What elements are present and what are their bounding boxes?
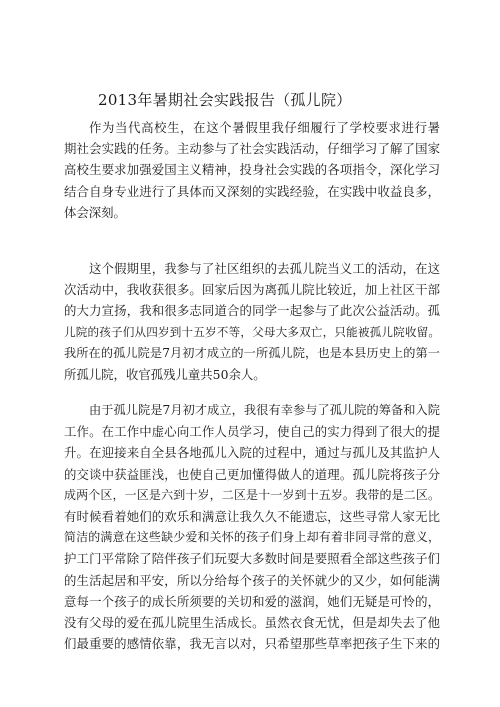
text-line: 工作。在工作中虚心向工作人员学习，使自己的实力得到了很大的提	[64, 424, 440, 440]
text-line: 们最重要的感情依靠，我无言以对，只希望那些草率把孩子生下来的	[64, 636, 440, 652]
text-line: 结合自身专业进行了具体而又深刻的实践经验，在实践中收益良多，	[64, 183, 440, 199]
paragraph-1	[64, 117, 440, 223]
text-line: 这个假期里，我参与了社区组织的去孤儿院当义工的活动，在这	[89, 261, 440, 276]
text-line: 体会深刻。	[64, 204, 126, 220]
text-line: 的大力宣扬，我和很多志同道合的同学一起参与了此次公益活动。孤	[64, 303, 440, 319]
text-line: 成两个区，一区是六到十岁，二区是十一岁到十五岁。我带的是二区。	[64, 487, 440, 502]
text-line: 简洁的满意在这些缺少爱和关怀的孩子们身上却有着非同寻常的意义，	[64, 530, 440, 545]
text-line: 护工门平常除了陪伴孩子们玩耍大多数时间是要照看全部这些孩子们	[64, 551, 440, 567]
document-title: 2013年暑期社会实践报告（孤儿院）	[98, 91, 352, 109]
text-line: 高校生要求加强爱国主义精神，投身社会实践的各项指令，深化学习	[64, 162, 440, 178]
text-line: 没有父母的爱在孤儿院里生活成长。虽然衣食无忧，但是却失去了他	[64, 614, 440, 630]
text-line: 期社会实践的任务。主动参与了社会实践活动，仔细学习了解了国家	[64, 141, 440, 157]
text-line: 儿院的孩子们从四岁到十五岁不等，父母大多双亡，只能被孤儿院收留。	[64, 324, 440, 339]
text-line: 次活动中，我收获很多。回家后因为离孤儿院比较近，加上社区干部	[64, 282, 440, 298]
text-line: 我所在的孤儿院是7月初才成立的一所孤儿院，也是本县历史上的第一	[64, 345, 440, 360]
paragraph-3	[64, 400, 440, 654]
text-line: 所孤儿院，收官孤残儿童共50余人。	[64, 366, 266, 382]
text-line: 升。在迎接来自全县各地孤儿入院的过程中，通过与孤儿及其监护人	[64, 445, 440, 461]
paragraph-2	[64, 258, 440, 385]
text-line: 由于孤儿院是7月初才成立，我很有幸参与了孤儿院的筹备和入院	[89, 403, 440, 417]
text-line: 的交谈中获益匪浅，也使自己更加懂得做人的道理。孤儿院将孩子分	[64, 466, 440, 482]
text-line: 意每一个孩子的成长所须要的关切和爱的滋润，她们无疑是可怜的，	[64, 593, 440, 609]
text-line: 的生活起居和平安，所以分给每个孩子的关怀就少的又少，如何能满	[64, 572, 440, 588]
text-line: 作为当代高校生，在这个暑假里我仔细履行了学校要求进行暑	[89, 120, 440, 135]
text-line: 有时候看着她们的欢乐和满意让我久久不能遗忘，这些寻常人家无比	[64, 508, 440, 524]
